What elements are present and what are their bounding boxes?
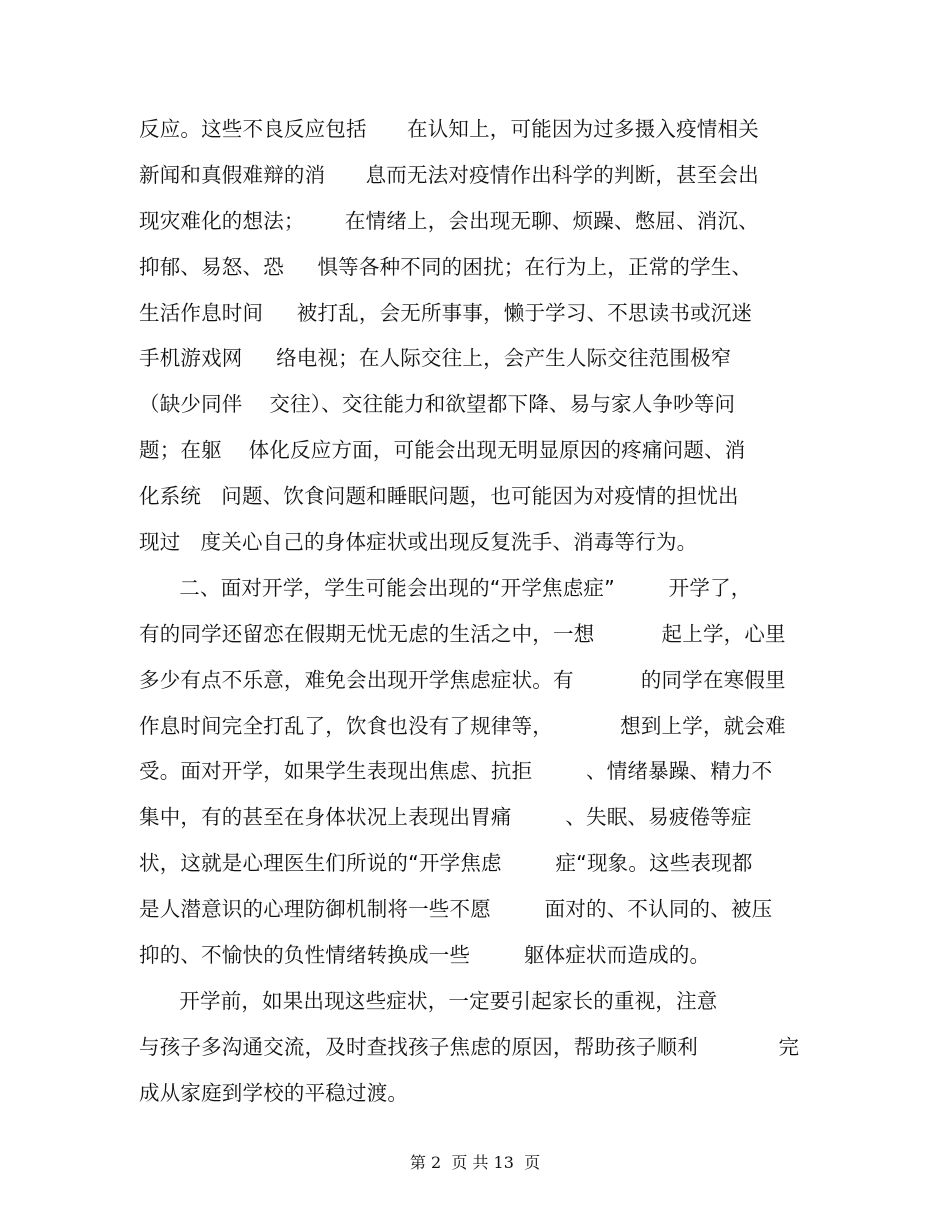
body-text: [139, 112, 819, 1122]
page-number-footer: 第 2 页 共 13 页: [409, 1153, 541, 1172]
text-line: 新闻和真假难辩的消 息而无法对疫情作出科学的判断，甚至会出: [139, 162, 759, 187]
paragraph-start-line: 开学前，如果出现这些症状，一定要引起家长的重视，注意: [139, 988, 718, 1013]
text-line: 抑郁、易怒、恐 惧等各种不同的困扰；在行为上，正常的学生、: [139, 254, 753, 279]
text-line: 成从家庭到学校的平稳过渡。: [139, 1080, 409, 1105]
text-line: 有的同学还留恋在假期无忧无虑的生活之中，一想 起上学，心里: [139, 621, 786, 646]
text-line: 手机游戏网 络电视；在人际交往上，会产生人际交往范围极窄: [139, 346, 732, 371]
text-line: 是人潜意识的心理防御机制将一些不愿 面对的、不认同的、被压: [139, 897, 773, 922]
text-line: 状，这就是心理医生们所说的“开学焦虑 症“现象。这些表现都: [139, 851, 753, 876]
text-line: （缺少同伴 交往）、交往能力和欲望都下降、易与家人争吵等问: [139, 392, 736, 417]
text-line: 题；在躯 体化反应方面，可能会出现无明显原因的疼痛问题、消: [139, 438, 746, 463]
text-line: 生活作息时间 被打乱，会无所事事，懒于学习、不思读书或沉迷: [139, 300, 753, 325]
text-line: 反应。这些不良反应包括 在认知上，可能因为过多摄入疫情相关: [139, 117, 759, 141]
text-line: 受。面对开学，如果学生表现出焦虑、抗拒 、情绪暴躁、精力不: [139, 759, 773, 784]
text-line: 集中，有的甚至在身体状况上表现出胃痛 、失眠、易疲倦等症: [139, 805, 752, 830]
text-line: 与孩子多沟通交流，及时查找孩子焦虑的原因，帮助孩子顺利 完: [139, 1034, 800, 1059]
section-heading-line: 二、面对开学，学生可能会出现的“开学焦虑症” 开学了，: [139, 575, 752, 600]
text-line: 现灾难化的想法； 在情绪上，会出现无聊、烦躁、憋屈、消沉、: [139, 208, 759, 233]
text-line: 化系统 问题、饮食问题和睡眠问题，也可能因为对疫情的担忧出: [139, 484, 739, 509]
text-line: 多少有点不乐意，难免会出现开学焦虑症状。有 的同学在寒假里: [139, 667, 786, 692]
text-line: 抑的、不愉快的负性情绪转换成一些 躯体症状而造成的。: [139, 943, 711, 968]
text-line: 作息时间完全打乱了，饮食也没有了规律等， 想到上学，就会难: [139, 713, 786, 738]
text-line: 现过 度关心自己的身体症状或出现反复洗手、消毒等行为。: [139, 530, 698, 555]
